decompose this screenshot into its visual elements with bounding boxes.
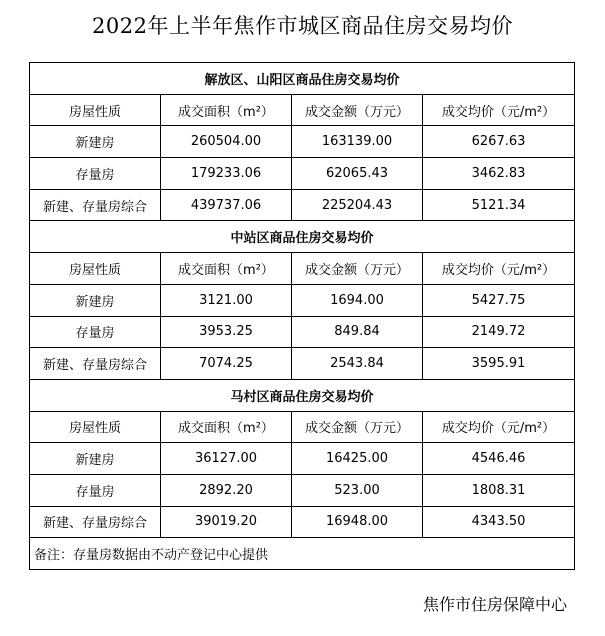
column-header: 成交均价（元/m²） xyxy=(423,411,575,443)
table-cell: 新建、存量房综合 xyxy=(30,348,161,380)
column-header: 成交金额（万元） xyxy=(292,94,423,126)
table-cell: 新建房 xyxy=(30,126,161,158)
table-row xyxy=(30,316,575,348)
note-row xyxy=(30,538,575,570)
table-cell: 16948.00 xyxy=(292,506,423,538)
section-heading-row xyxy=(30,63,575,95)
table-row xyxy=(30,189,575,221)
table-cell: 179233.06 xyxy=(161,158,292,190)
footer-organization: 焦作市住房保障中心 xyxy=(422,595,567,614)
table-cell: 5427.75 xyxy=(423,284,575,316)
table-cell: 2892.20 xyxy=(161,474,292,506)
column-header: 成交金额（万元） xyxy=(292,411,423,443)
table-cell: 163139.00 xyxy=(292,126,423,158)
table-row xyxy=(30,284,575,316)
column-header: 房屋性质 xyxy=(30,411,161,443)
table-row xyxy=(30,158,575,190)
column-header: 成交面积（m²） xyxy=(161,94,292,126)
table-cell: 1808.31 xyxy=(423,474,575,506)
table-cell: 存量房 xyxy=(30,316,161,348)
table-row xyxy=(30,348,575,380)
table-cell: 260504.00 xyxy=(161,126,292,158)
table-cell: 3953.25 xyxy=(161,316,292,348)
table-row xyxy=(30,126,575,158)
table-cell: 新建、存量房综合 xyxy=(30,189,161,221)
table-cell: 存量房 xyxy=(30,158,161,190)
section-heading-row xyxy=(30,379,575,411)
column-header-row xyxy=(30,253,575,285)
table-cell: 3121.00 xyxy=(161,284,292,316)
table-cell: 新建、存量房综合 xyxy=(30,506,161,538)
section-heading: 解放区、山阳区商品住房交易均价 xyxy=(30,63,575,95)
column-header: 成交均价（元/m²） xyxy=(423,94,575,126)
table-cell: 849.84 xyxy=(292,316,423,348)
table-cell: 2149.72 xyxy=(423,316,575,348)
table-cell: 39019.20 xyxy=(161,506,292,538)
table-cell: 3462.83 xyxy=(423,158,575,190)
table-cell: 6267.63 xyxy=(423,126,575,158)
table-cell: 7074.25 xyxy=(161,348,292,380)
table-cell: 225204.43 xyxy=(292,189,423,221)
column-header-row xyxy=(30,94,575,126)
table-cell: 36127.00 xyxy=(161,443,292,475)
table-cell: 16425.00 xyxy=(292,443,423,475)
column-header-row xyxy=(30,411,575,443)
table-cell: 存量房 xyxy=(30,474,161,506)
note-text: 备注：存量房数据由不动产登记中心提供 xyxy=(30,538,575,570)
table-cell: 新建房 xyxy=(30,284,161,316)
column-header: 房屋性质 xyxy=(30,253,161,285)
page-title: 2022年上半年焦作市城区商品住房交易均价 xyxy=(92,14,513,38)
table-cell: 439737.06 xyxy=(161,189,292,221)
table-row xyxy=(30,506,575,538)
table-cell: 523.00 xyxy=(292,474,423,506)
column-header: 成交均价（元/m²） xyxy=(423,253,575,285)
section-heading: 马村区商品住房交易均价 xyxy=(30,379,575,411)
table-cell: 5121.34 xyxy=(423,189,575,221)
table-cell: 3595.91 xyxy=(423,348,575,380)
column-header: 成交金额（万元） xyxy=(292,253,423,285)
section-heading-row xyxy=(30,221,575,253)
table-cell: 1694.00 xyxy=(292,284,423,316)
column-header: 成交面积（m²） xyxy=(161,411,292,443)
table-cell: 新建房 xyxy=(30,443,161,475)
table-row xyxy=(30,474,575,506)
table-cell: 2543.84 xyxy=(292,348,423,380)
table-cell: 62065.43 xyxy=(292,158,423,190)
column-header: 房屋性质 xyxy=(30,94,161,126)
table-cell: 4546.46 xyxy=(423,443,575,475)
section-heading: 中站区商品住房交易均价 xyxy=(30,221,575,253)
table-cell: 4343.50 xyxy=(423,506,575,538)
table-row xyxy=(30,443,575,475)
column-header: 成交面积（m²） xyxy=(161,253,292,285)
price-table xyxy=(29,62,575,570)
